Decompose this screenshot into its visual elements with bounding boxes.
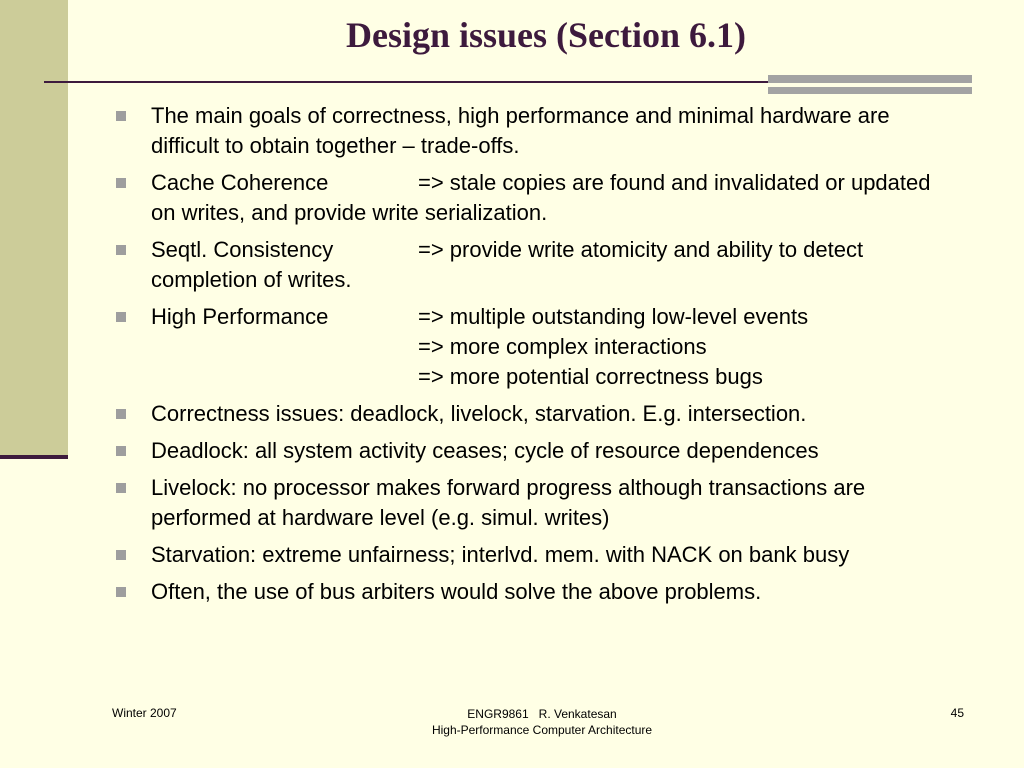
square-bullet-icon	[116, 245, 126, 255]
bullet-text: Starvation: extreme unfairness; interlvd. mem. with NACK on bank busy	[151, 542, 850, 567]
bullet-text: Correctness issues: deadlock, livelock, starvation. E.g. intersection.	[151, 401, 807, 426]
sidebar-underline	[0, 455, 68, 459]
square-bullet-icon	[116, 178, 126, 188]
bullet-item	[113, 436, 953, 466]
bullet-list	[113, 101, 953, 614]
page-number: 45	[950, 706, 964, 720]
bullet-item	[113, 399, 953, 429]
bullet-continuation: => more complex interactions	[418, 334, 707, 359]
footer-subtitle: High-Performance Computer Architecture	[431, 723, 653, 737]
bullet-item	[113, 473, 953, 533]
bullet-text: The main goals of correctness, high performance and minimal hardware are difficult to obtain together – trade-offs.	[151, 103, 890, 158]
bullet-item	[113, 302, 953, 392]
bullet-item	[113, 101, 953, 161]
bullet-description: => stale copies are found and invalidated or updated on writes, and provide write serialization.	[151, 170, 931, 225]
footer-course-code: ENGR9861	[467, 707, 529, 721]
bullet-description: => multiple outstanding low-level events	[418, 304, 809, 329]
bullet-continuation: => more potential correctness bugs	[418, 364, 763, 389]
square-bullet-icon	[116, 587, 126, 597]
bullet-item	[113, 577, 953, 607]
square-bullet-icon	[116, 111, 126, 121]
slide-title: Design issues (Section 6.1)	[345, 15, 746, 55]
bullet-description: => provide write atomicity and ability to detect completion of writes.	[151, 237, 864, 292]
decorative-bar-top	[768, 75, 972, 83]
footer-course-info	[340, 706, 744, 738]
bullet-text: Often, the use of bus arbiters would solve the above problems.	[151, 579, 762, 604]
footer-course-line	[340, 706, 744, 722]
bullet-term: High Performance	[151, 304, 329, 329]
bullet-text: Deadlock: all system activity ceases; cycle of resource dependences	[151, 438, 819, 463]
bullet-text: Livelock: no processor makes forward progress although transactions are performed at hardware level (e.g. simul. writes)	[151, 475, 866, 530]
decorative-bar-bottom	[768, 87, 972, 94]
bullet-item	[113, 540, 953, 570]
bullet-term: Cache Coherence	[151, 170, 329, 195]
bullet-item	[113, 168, 953, 228]
square-bullet-icon	[116, 409, 126, 419]
square-bullet-icon	[116, 446, 126, 456]
square-bullet-icon	[116, 483, 126, 493]
square-bullet-icon	[116, 550, 126, 560]
sidebar-decoration	[0, 0, 68, 459]
bullet-term: Seqtl. Consistency	[151, 237, 334, 262]
footer-date: Winter 2007	[112, 706, 177, 720]
bullet-item	[113, 235, 953, 295]
square-bullet-icon	[116, 312, 126, 322]
footer-author: R. Venkatesan	[538, 707, 617, 721]
